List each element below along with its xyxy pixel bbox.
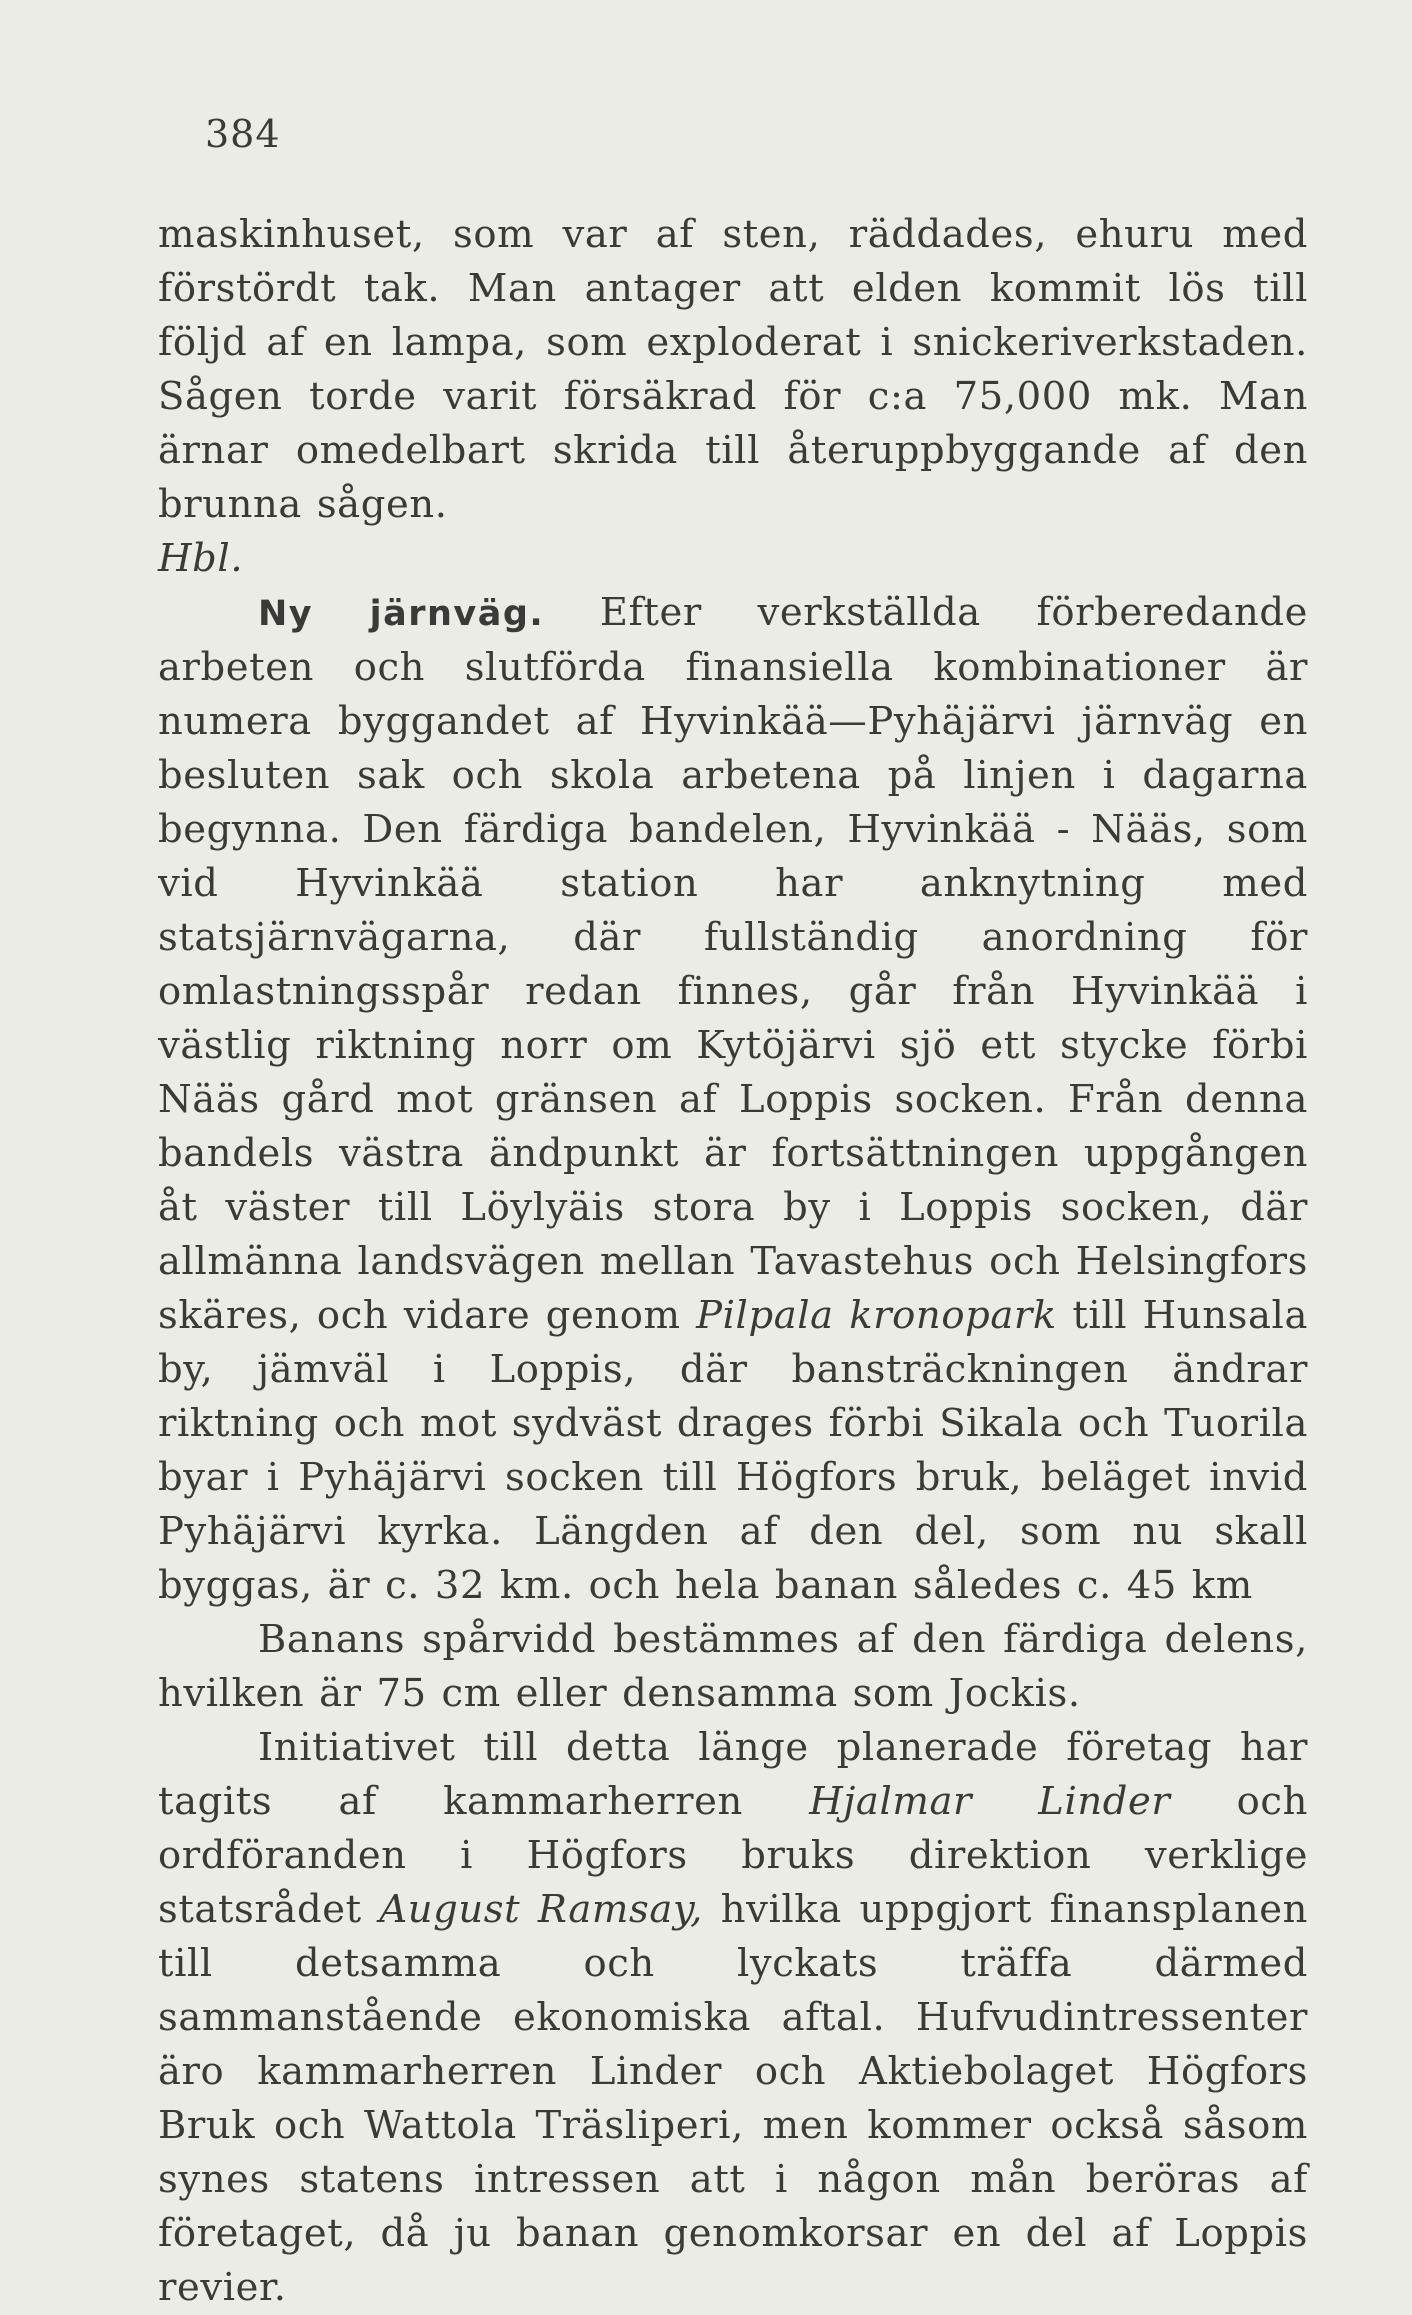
page-number: 384 [205, 112, 281, 156]
person-august-ramsay: August Ramsay, [379, 1887, 704, 1932]
railway-place-pilpala: Pilpala kronopark [696, 1293, 1057, 1338]
initiative-text-a: Initiativet till detta länge planerade företag har tagits af kammarherren [158, 1725, 1308, 1824]
railway-text-a: Efter verkställda förberedande arbeten och slutförda finansiella kombinationer är numera byggandet af Hyvinkää—Pyhäjärvi järnväg en besluten sak och skola arbetena på linjen i dagarna begynna. Den färdiga bandelen, Hyvinkää - Nääs, som vid Hyvinkää station har anknytning med statsjärnvägarna, där fullständig anordning för omlastningsspår redan finnes, går från Hyvinkää i västlig riktning norr om Kytöjärvi sjö ett stycke förbi Nääs gård mot gränsen af Loppis socken. Från denna bandels västra ändpunkt är fortsättningen uppgången åt väster till Löylyäis stora by i Loppis socken, där allmänna landsvägen mellan Tavastehus och Helsingfors skäres, och vidare genom [158, 590, 1308, 1338]
article-heading: Ny järnväg. [258, 594, 545, 634]
paragraph-initiative [158, 1721, 1308, 2315]
railway-text-b: till Hunsala by, jämväl i Loppis, där bansträckningen ändrar riktning och mot sydväst drages förbi Sikala och Tuorila byar i Pyhäjärvi socken till Högfors bruk, beläget invid Pyhäjärvi kyrka. Längden af den del, som nu skall byggas, är c. 32 km. och hela banan således c. 45 km [158, 1293, 1308, 1608]
source-signature: Hbl. [158, 536, 244, 581]
initiative-text-c: hvilka uppgjort finansplanen till detsamma och lyckats träffa därmed sammanstående ekonomiska aftal. Hufvudintressenter äro kammarherren Linder och Aktiebolaget Högfors Bruk och Wattola Träsliperi, men kommer också såsom synes statens intressen att i någon mån beröras af företaget, då ju banan genomkorsar en del af Loppis revier. [158, 1887, 1309, 2310]
paragraph-railway-intro [158, 586, 1308, 1613]
initiative-text-b: och ordföranden i Högfors bruks direktion verklige statsrådet [158, 1779, 1308, 1932]
person-hjalmar-linder: Hjalmar Linder [809, 1779, 1171, 1824]
paragraph-gauge: Banans spårvidd bestämmes af den färdiga delens, hvilken är 75 cm eller densamma som Jockis. [158, 1617, 1308, 1716]
paragraph-saw-fire: maskinhuset, som var af sten, räddades, ehuru med förstördt tak. Man antager att elden kommit lös till följd af en lampa, som exploderat i snickeriverkstaden. Sågen torde varit försäkrad för c:a 75,000 mk. Man ärnar omedelbart skrida till återuppbyggande af den brunna sågen. [158, 212, 1308, 527]
page-text [158, 208, 1308, 2315]
